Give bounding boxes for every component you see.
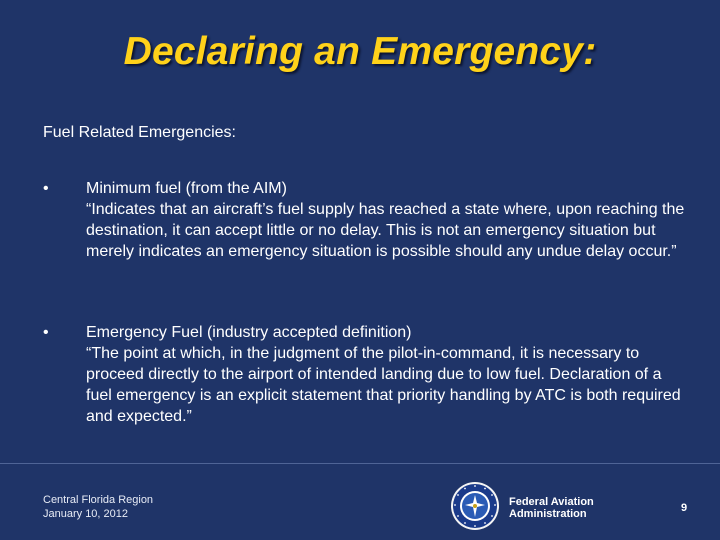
bullet-quote: “The point at which, in the judgment of the pilot-in-command, it is necessary to proceed directly to the airport of intended landing due to low fuel. Declaration of a fuel emergency is an explicit statement that priority handling by ATC is both required and expected.” bbox=[86, 345, 681, 425]
intro-text: Fuel Related Emergencies: bbox=[43, 124, 236, 141]
slide-title: Declaring an Emergency: bbox=[123, 30, 597, 73]
faa-line-2: Administration bbox=[509, 508, 587, 520]
footer-region: Central Florida Region bbox=[43, 494, 154, 506]
faa-wordmark bbox=[509, 496, 594, 520]
bullet-quote: “Indicates that an aircraft’s fuel supply has reached a state where, upon reaching the destination, it can accept little or no delay. This is not an emergency situation but merely indicates an emergency situation is possible should any undue delay occur.” bbox=[86, 201, 685, 260]
bullet-marker: • bbox=[43, 180, 49, 197]
faa-seal-icon bbox=[450, 481, 500, 531]
bullet-marker: • bbox=[43, 324, 49, 341]
footer-divider bbox=[0, 463, 720, 464]
faa-line-1: Federal Aviation bbox=[509, 496, 594, 508]
bullet-heading: Emergency Fuel (industry accepted definition) bbox=[86, 324, 412, 341]
footer-region-info bbox=[43, 493, 153, 521]
bullet-body bbox=[86, 178, 686, 262]
page-number: 9 bbox=[681, 502, 688, 514]
footer-date: January 10, 2012 bbox=[43, 508, 129, 520]
bullet-heading: Minimum fuel (from the AIM) bbox=[86, 180, 287, 197]
bullet-body bbox=[86, 322, 686, 427]
